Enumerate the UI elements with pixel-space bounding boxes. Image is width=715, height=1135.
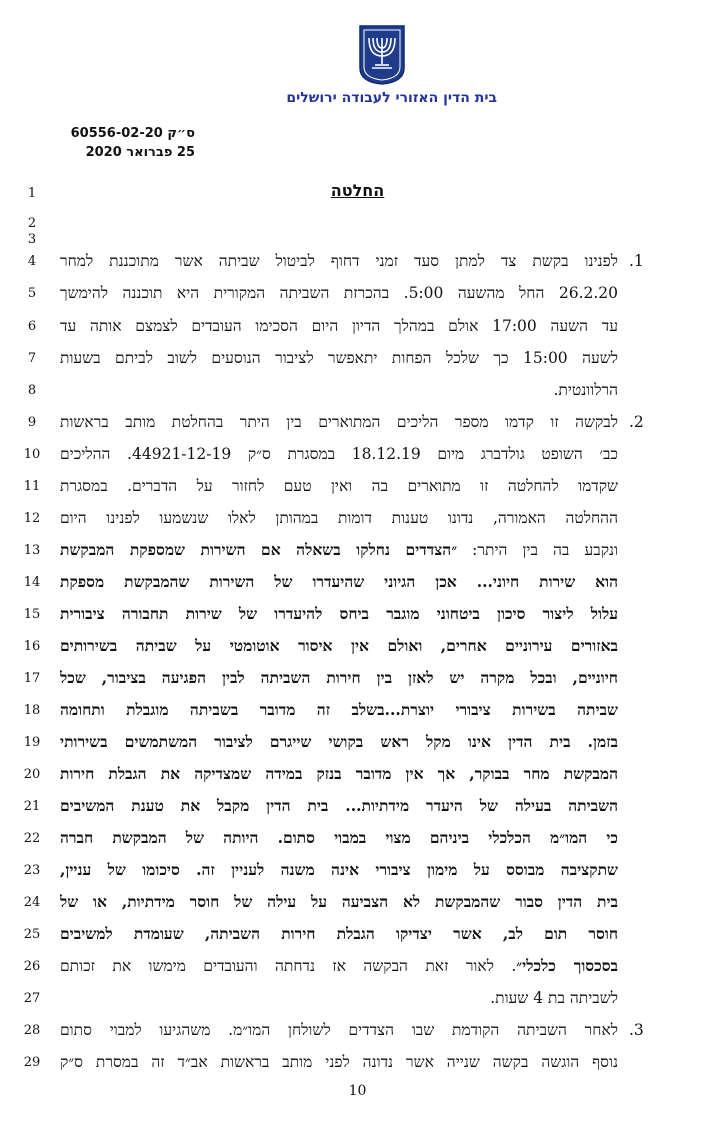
quote-line: השביתה בעילה של היעדר מידתיות... בית הדין מקבל את טענת המשיבים: [60, 796, 618, 815]
paragraph-number: .2: [629, 413, 644, 431]
text-line: לשעה 15:00 כך שלכל הפחות יתאפשר לציבור הנוסעים לשוב לביתם בשעות: [60, 349, 618, 367]
text-line: נוסף הוגשה בקשה שנייה אשר נדונה לפני מותב בראשות אב״ד זה במסרת ס״ק: [60, 1053, 618, 1071]
line-number: 20: [23, 767, 41, 782]
text-line: לבקשה זו קדמו מספר הליכים המתוארים בין היתר בהחלטת מותב בראשות: [60, 413, 618, 431]
line-number: 5: [27, 286, 37, 301]
paragraph-number: .1: [629, 252, 644, 270]
case-number-value: 60556-02-20: [70, 126, 163, 141]
line-number: 6: [27, 319, 37, 334]
page-title: החלטה: [330, 181, 385, 200]
line-number: 26: [23, 959, 41, 974]
line-number: 14: [23, 575, 41, 590]
line-number: 27: [23, 991, 41, 1006]
text-plain: . לאור זאת הבקשה אז נדחתה והעובדים מימשו את זכותם: [60, 957, 517, 975]
text-line: לפנינו בקשת צד למתן סעד זמני דחוף לביטול שביתה אשר מתוכננת למחר: [60, 252, 618, 270]
text-plain: ונקבע בה בין היתר:: [457, 541, 618, 559]
line-number: 25: [23, 927, 41, 942]
text-line: [60, 956, 618, 976]
line-number: 16: [23, 639, 41, 654]
quote-line: חיוניים, ובכל מקרה יש לאזן בין חירות השביתה לבין הפגיעה בציבור, שכל: [60, 668, 618, 687]
line-number: 2: [27, 216, 37, 231]
line-number: 7: [27, 351, 37, 366]
text-line: [60, 540, 618, 560]
line-number: 19: [23, 735, 41, 750]
quote-start: ״הצדדים נחלקו בשאלה אם השירות שמספקת המבקשת: [60, 540, 458, 559]
line-number: 29: [23, 1055, 41, 1070]
quote-line: שביתה בשירות ציבורי יוצרת...בשלב זה מדובר בשביתה מוגבלת ותחומה: [60, 700, 618, 719]
decision-date: 25 פברואר 2020: [85, 145, 195, 160]
page-number: 10: [348, 1083, 367, 1099]
text-line: לשביתה בת 4 שעות.: [490, 989, 618, 1007]
line-number: 13: [23, 543, 41, 558]
paragraph-number: .3: [629, 1021, 644, 1039]
text-line: עד השעה 17:00 אולם במהלך הדיון היום הסכימו העובדים לצמצם אותה עד: [60, 317, 618, 335]
line-number: 3: [27, 232, 37, 247]
line-number: 11: [23, 479, 41, 494]
quote-line: המבקשת מחר בבוקר, אך אין מדובר בנזק במידה שמצדיקה את הגבלת חירות: [60, 764, 618, 783]
text-line: לאחר השביתה הקודמת שבו הצדדים לשולחן המו״מ. משהגיעו למבוי סתום: [60, 1021, 618, 1039]
line-number: 8: [27, 383, 37, 398]
text-line: הרלוונטית.: [553, 381, 618, 399]
case-number: [5, 126, 195, 141]
quote-line: שתקציבה מבוסס על מימון ציבורי אינה משנה לעניין זה. סיכומו של עניין,: [60, 860, 618, 879]
quote-line: הוא שירות חיוני... אכן הגיוני שהיעדרו של השירות שהמבקשת מספקת: [60, 572, 618, 591]
line-number: 9: [27, 415, 37, 430]
quote-line: בזמן. בית הדין אינו מקל ראש בקושי שייגרם לציבור המשתמשים בשירותי: [60, 732, 618, 751]
line-number: 15: [23, 607, 41, 622]
line-number: 18: [23, 703, 41, 718]
quote-end: בסכסוך כלכלי״: [516, 956, 618, 975]
court-name: בית הדין האזורי לעבודה ירושלים: [286, 90, 497, 106]
quote-line: עלול ליצור סיכון ביטחוני מוגבר ביחס להיעדרו של שירות תחבורה ציבורית: [60, 604, 618, 623]
quote-line: חוסר תום לב, אשר יצדיקו הגבלת חירות השביתה, שעומדת למשיבים: [60, 924, 618, 943]
line-number: 12: [23, 511, 41, 526]
text-line: ההחלטה האמורה, נדונו טענות דומות במהותן לאלו שנשמעו לפנינו היום: [60, 509, 618, 527]
quote-line: בית הדין סבור שהמבקשת לא הצביעה על עילה של חוסר מידתיות, או של: [60, 892, 618, 911]
case-prefix: ס״ק: [167, 126, 195, 141]
line-number: 23: [23, 863, 41, 878]
line-number: 21: [23, 799, 41, 814]
line-number: 4: [27, 254, 37, 269]
text-line: כב׳ השופט גולדברג מיום 18.12.19 במסגרת ס״ק 44921-12-19. ההליכים: [60, 445, 618, 463]
state-emblem-icon: [357, 24, 407, 86]
line-number: 24: [23, 895, 41, 910]
line-number: 22: [23, 831, 41, 846]
quote-line: באזורים עירוניים אחרים, ואולם אין איסור אוטומטי על שביתה בשירותים: [60, 636, 618, 655]
line-number: 17: [23, 671, 41, 686]
text-line: שקדמו להחלטה זו מתוארים בה ואין טעם לחזור על הדברים. במסגרת: [60, 477, 618, 495]
quote-line: כי המו״מ הכלכלי ביניהם מצוי במבוי סתום. היותה של המבקשת חברה: [60, 828, 618, 847]
line-number: 1: [27, 186, 37, 201]
line-number: 28: [23, 1023, 41, 1038]
text-line: 26.2.20 החל מהשעה 5:00. בהכרזת השביתה המקורית היא תוכננה להימשך: [60, 284, 618, 302]
line-number: 10: [23, 447, 41, 462]
